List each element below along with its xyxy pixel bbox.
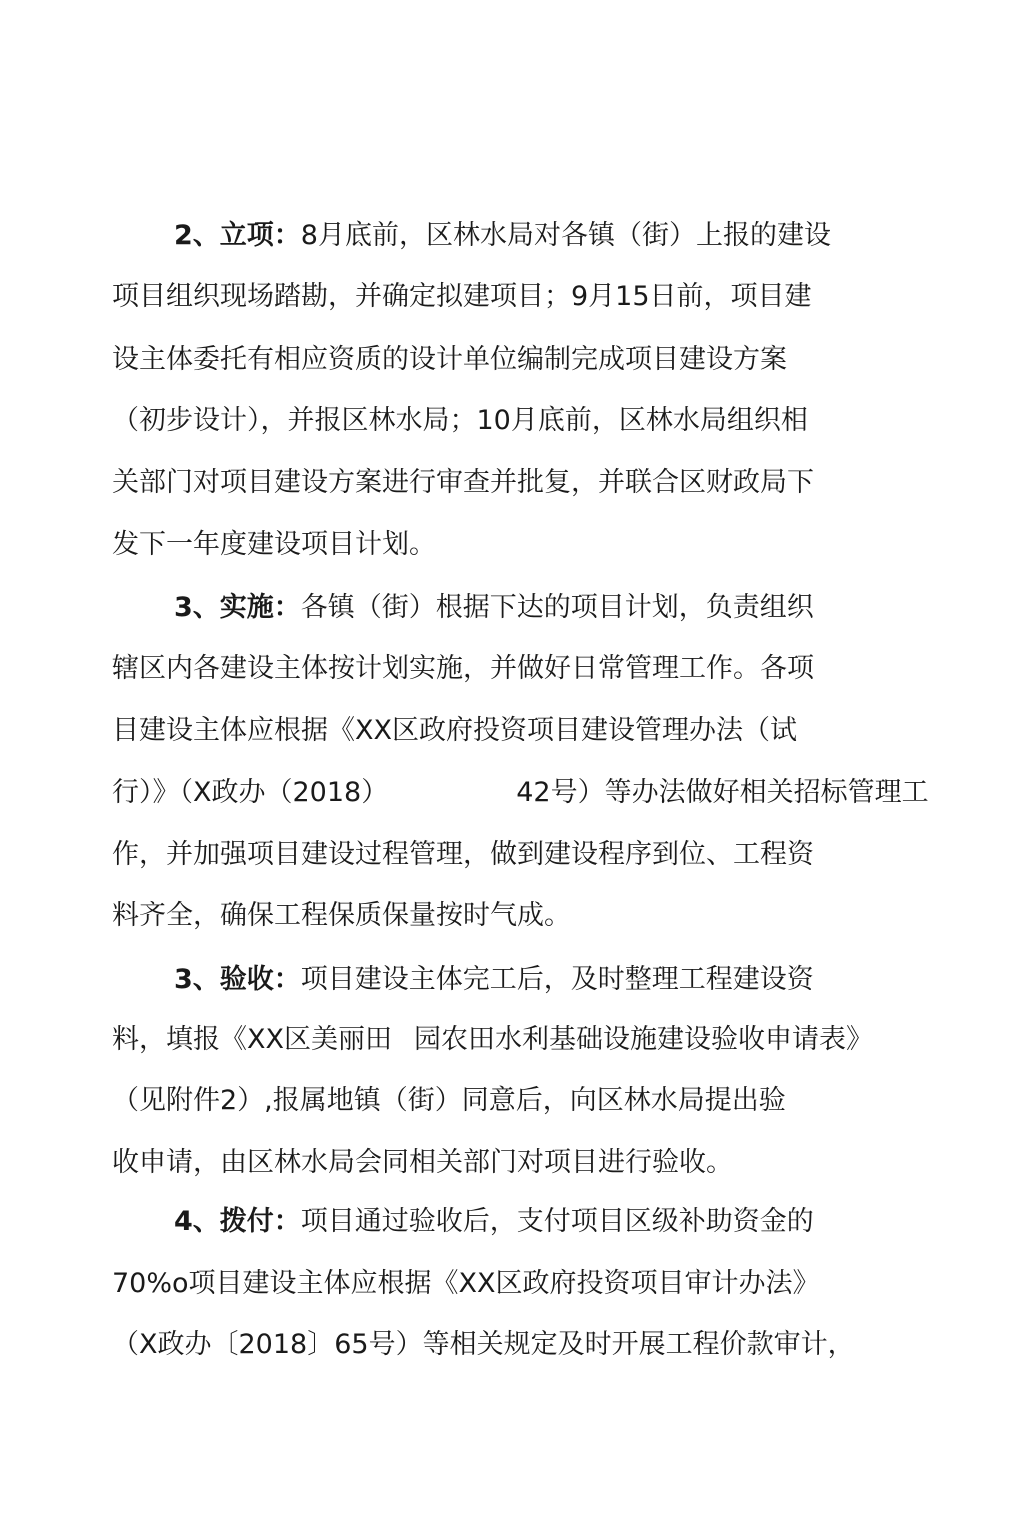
paragraph-line: （X政办〔2018〕65号）等相关规定及时开展工程价款审计， — [112, 1329, 855, 1360]
paragraph-line — [112, 1022, 873, 1058]
paragraph-text: 42号）等办法做好相关招标管理工 — [516, 777, 929, 808]
paragraph-line: 70%o项目建设主体应根据《XX区政府投资项目审计办法》 — [112, 1268, 820, 1299]
paragraph-line: 发下一年度建设项目计划。 — [112, 529, 436, 560]
paragraph-line: 辖区内各建设主体按计划实施，并做好日常管理工作。各项 — [112, 653, 814, 684]
paragraph-text: 项目建设主体完工后，及时整理工程建设资 — [300, 964, 814, 995]
paragraph-line: 关部门对项目建设方案进行审查并批复，并联合区财政局下 — [112, 467, 814, 498]
paragraph-line: （初步设计），并报区林水局；10月底前，区林水局组织相 — [112, 405, 808, 436]
paragraph-line — [174, 590, 814, 626]
paragraph-line — [112, 775, 929, 811]
paragraph-text: 园农田水利基础设施建设验收申请表》 — [414, 1024, 873, 1055]
paragraph-line: 项目组织现场踏勘，并确定拟建项目；9月15日前，项目建 — [112, 281, 812, 312]
paragraph-line: 收申请，由区林水局会同相关部门对项目进行验收。 — [112, 1147, 733, 1178]
paragraph-line — [174, 962, 814, 998]
section-heading: 2、立项： — [174, 220, 301, 251]
paragraph-line — [174, 218, 831, 254]
paragraph-line — [174, 1204, 814, 1240]
paragraph-text: 8月底前，区林水局对各镇（街）上报的建设 — [300, 220, 831, 251]
paragraph-text: 项目通过验收后，支付项目区级补助资金的 — [300, 1206, 814, 1237]
paragraph-text: 各镇（街）根据下达的项目计划，负责组织 — [300, 592, 814, 623]
paragraph-line: 作，并加强项目建设过程管理，做到建设程序到位、工程资 — [112, 839, 814, 870]
section-heading: 3、实施： — [174, 592, 301, 623]
paragraph-line: 设主体委托有相应资质的设计单位编制完成项目建设方案 — [112, 344, 787, 375]
paragraph-text: 行）》（X政办（2018） — [112, 777, 389, 808]
paragraph-line: 目建设主体应根据《XX区政府投资项目建设管理办法（试 — [112, 715, 797, 746]
section-heading: 3、验收： — [174, 964, 301, 995]
paragraph-text: 料，填报《XX区美丽田 — [112, 1024, 392, 1055]
paragraph-line: 料齐全，确保工程保质保量按时气成。 — [112, 900, 571, 931]
paragraph-line: （见附件2）,报属地镇（街）同意后，向区林水局提出验 — [112, 1085, 786, 1116]
section-heading: 4、拨付： — [174, 1206, 301, 1237]
